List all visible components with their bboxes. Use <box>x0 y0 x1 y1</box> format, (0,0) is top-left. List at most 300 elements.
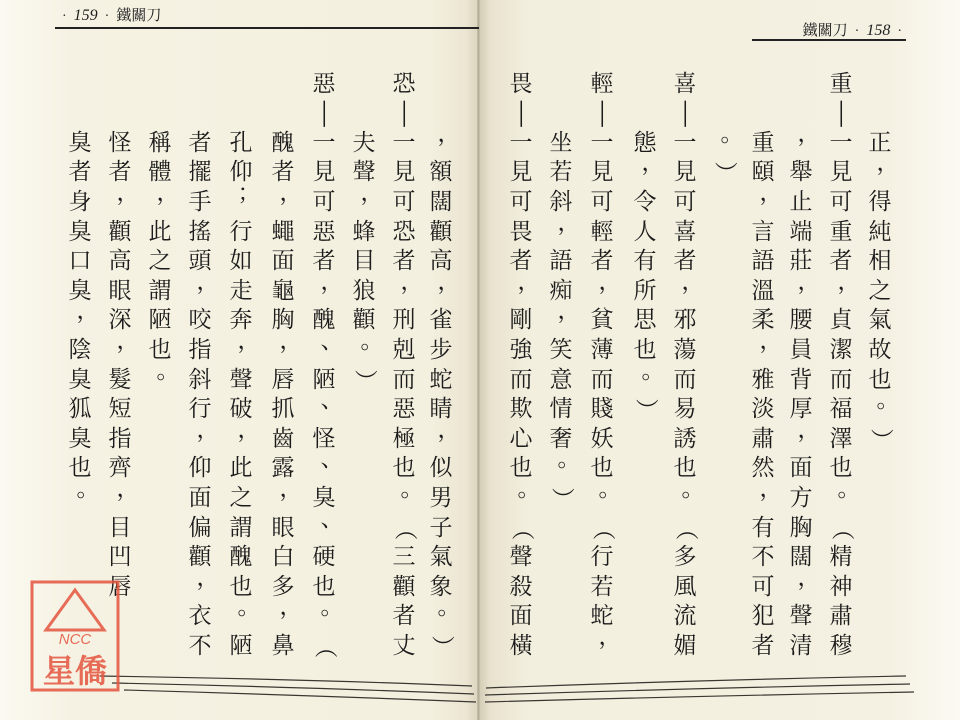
glyph: 仰 <box>229 159 253 186</box>
glyph: 。 <box>360 327 384 354</box>
glyph: 臭 <box>68 129 92 156</box>
glyph: ， <box>116 179 140 206</box>
glyph: 陋 <box>148 307 172 334</box>
glyph: ， <box>641 150 665 177</box>
text-column <box>632 129 665 425</box>
glyph: 斜 <box>549 188 573 215</box>
glyph: 唇 <box>108 573 132 600</box>
glyph: 賤 <box>590 396 614 423</box>
glyph: 欺 <box>509 396 533 423</box>
glyph: 夫 <box>352 129 376 156</box>
glyph: 貞 <box>829 307 853 334</box>
glyph: 有 <box>633 248 657 275</box>
glyph: ） <box>428 635 455 659</box>
text-column <box>428 120 461 662</box>
glyph: 丈 <box>392 632 416 659</box>
header-separator: · <box>104 9 110 24</box>
glyph: 之 <box>229 484 253 511</box>
glyph: 醜 <box>229 544 253 571</box>
glyph: 輕 <box>590 218 614 245</box>
right-page-header <box>803 19 902 40</box>
header-title: 鐵關刀 <box>802 21 848 39</box>
glyph: 白 <box>271 544 295 571</box>
glyph: ， <box>598 623 622 650</box>
glyph: 顴 <box>352 307 376 334</box>
glyph: 所 <box>633 277 657 304</box>
glyph: 肅 <box>829 603 853 630</box>
glyph: 聲 <box>509 544 533 571</box>
glyph: 重 <box>829 70 853 97</box>
glyph: 正 <box>868 129 892 156</box>
glyph: ， <box>279 179 303 206</box>
glyph: 腰 <box>789 307 813 334</box>
glyph: 也 <box>312 573 336 600</box>
glyph: 可 <box>751 573 775 600</box>
glyph: 見 <box>509 159 533 186</box>
glyph: 行 <box>229 218 253 245</box>
glyph: 。 <box>598 475 622 502</box>
glyph: 殺 <box>509 573 533 600</box>
watermark-han: 星僑 <box>42 652 108 690</box>
glyph: 搖 <box>188 218 212 245</box>
glyph: 可 <box>590 188 614 215</box>
glyph: 然 <box>751 455 775 482</box>
glyph: 身 <box>68 188 92 215</box>
glyph: 若 <box>590 573 614 600</box>
glyph: 誘 <box>673 425 697 452</box>
glyph: 見 <box>673 159 697 186</box>
glyph: 胸 <box>271 307 295 334</box>
glyph: 刑 <box>392 307 416 334</box>
glyph: 似 <box>429 455 453 482</box>
glyph: ， <box>557 209 581 236</box>
glyph: 、 <box>320 505 344 532</box>
glyph: 。 <box>400 475 424 502</box>
glyph: 流 <box>673 603 697 630</box>
text-column <box>589 70 622 662</box>
glyph: 雅 <box>751 366 775 393</box>
glyph: 顴 <box>108 218 132 245</box>
glyph: 畏 <box>509 218 533 245</box>
glyph: ） <box>867 428 894 452</box>
glyph: 。 <box>437 594 461 621</box>
glyph: 不 <box>751 544 775 571</box>
glyph: ； <box>237 179 261 206</box>
glyph: （ <box>589 516 616 540</box>
glyph: 闊 <box>789 544 813 571</box>
glyph: （ <box>508 516 535 540</box>
glyph: 如 <box>229 248 253 275</box>
glyph: 謂 <box>229 514 253 541</box>
glyph: 頤 <box>751 159 775 186</box>
glyph: ） <box>351 368 378 392</box>
glyph: 。 <box>837 475 861 502</box>
glyph: 咬 <box>188 307 212 334</box>
glyph: 鼻 <box>271 632 295 659</box>
glyph: ） <box>548 487 575 511</box>
glyph: 怪 <box>108 129 132 156</box>
glyph: ， <box>320 268 344 295</box>
glyph: 惡 <box>392 396 416 423</box>
glyph: 一 <box>590 129 614 156</box>
glyph: ， <box>437 120 461 147</box>
glyph: 高 <box>429 248 453 275</box>
glyph: 多 <box>271 573 295 600</box>
glyph: （ <box>828 516 855 540</box>
glyph: 手 <box>188 188 212 215</box>
glyph: 目 <box>352 248 376 275</box>
glyph: 者 <box>108 159 132 186</box>
glyph: 方 <box>789 484 813 511</box>
text-column <box>228 129 261 662</box>
text-column <box>351 129 384 395</box>
glyph: ， <box>759 475 783 502</box>
glyph: ， <box>759 179 783 206</box>
glyph: ， <box>279 475 303 502</box>
glyph: 舉 <box>789 159 813 186</box>
glyph: 純 <box>868 218 892 245</box>
glyph: 意 <box>549 366 573 393</box>
glyph: 喜 <box>673 70 697 97</box>
glyph: — <box>589 99 616 129</box>
glyph: ， <box>237 416 261 443</box>
glyph: 步 <box>429 336 453 363</box>
glyph: 面 <box>271 248 295 275</box>
glyph: 妖 <box>590 425 614 452</box>
glyph: 臭 <box>68 366 92 393</box>
glyph: 醜 <box>271 129 295 156</box>
glyph: 。 <box>641 357 665 384</box>
glyph: 也 <box>590 455 614 482</box>
left-page-header <box>62 4 161 25</box>
glyph: 思 <box>633 307 657 334</box>
glyph: 也 <box>673 455 697 482</box>
glyph: 、 <box>320 327 344 354</box>
glyph: 指 <box>188 336 212 363</box>
glyph: 奢 <box>549 425 573 452</box>
glyph: — <box>508 99 535 129</box>
glyph: ， <box>279 327 303 354</box>
glyph: 抓 <box>271 396 295 423</box>
glyph: 見 <box>590 159 614 186</box>
glyph: — <box>672 99 699 129</box>
text-column <box>867 129 900 455</box>
text-column <box>548 129 581 514</box>
glyph: 貧 <box>590 307 614 334</box>
glyph: 邪 <box>673 307 697 334</box>
glyph: 此 <box>229 455 253 482</box>
glyph: 謂 <box>148 277 172 304</box>
glyph: 之 <box>868 277 892 304</box>
glyph: 。 <box>557 446 581 473</box>
glyph: ， <box>681 268 705 295</box>
glyph: ， <box>797 268 821 295</box>
glyph: 言 <box>751 218 775 245</box>
header-rule <box>55 27 479 29</box>
glyph: 眼 <box>271 514 295 541</box>
glyph: 。 <box>320 594 344 621</box>
glyph: 聲 <box>229 366 253 393</box>
glyph: 陰 <box>68 336 92 363</box>
glyph: 可 <box>392 188 416 215</box>
glyph: 也 <box>868 366 892 393</box>
glyph: 一 <box>673 129 697 156</box>
glyph: 福 <box>829 396 853 423</box>
text-column <box>750 129 783 662</box>
glyph: 剛 <box>509 307 533 334</box>
glyph: 。 <box>720 120 744 147</box>
glyph: 人 <box>633 218 657 245</box>
glyph: 偏 <box>188 514 212 541</box>
glyph: 顴 <box>429 218 453 245</box>
page-number: 159 <box>73 7 98 24</box>
glyph: ， <box>279 594 303 621</box>
text-column <box>187 129 220 662</box>
text-column <box>828 70 861 662</box>
glyph: ， <box>76 298 100 325</box>
glyph: 雀 <box>429 307 453 334</box>
glyph: （ <box>391 516 418 540</box>
glyph: 陋 <box>312 366 336 393</box>
glyph: 者 <box>312 248 336 275</box>
glyph: 臭 <box>68 425 92 452</box>
glyph: （ <box>311 635 338 659</box>
glyph: 惡 <box>312 70 336 97</box>
glyph: （ <box>672 516 699 540</box>
glyph: 背 <box>789 366 813 393</box>
glyph: 子 <box>429 514 453 541</box>
glyph: 惡 <box>312 218 336 245</box>
text-column <box>67 129 100 514</box>
glyph: 額 <box>429 159 453 186</box>
glyph: 。 <box>876 387 900 414</box>
glyph: 目 <box>108 514 132 541</box>
text-column <box>147 129 180 395</box>
text-column <box>788 120 821 662</box>
glyph: ， <box>517 268 541 295</box>
glyph: ， <box>156 179 180 206</box>
glyph: 端 <box>789 218 813 245</box>
glyph: 蛇 <box>590 603 614 630</box>
glyph: 之 <box>148 248 172 275</box>
glyph: 一 <box>392 129 416 156</box>
header-separator: · <box>62 9 67 24</box>
glyph: 橫 <box>509 632 533 659</box>
glyph: 而 <box>392 366 416 393</box>
glyph: 也 <box>229 573 253 600</box>
glyph: 精 <box>829 544 853 571</box>
watermark-latin: NCC <box>58 631 92 648</box>
glyph: 而 <box>509 366 533 393</box>
glyph: ） <box>711 161 738 185</box>
glyph: 者 <box>829 248 853 275</box>
glyph: ， <box>598 268 622 295</box>
glyph: 體 <box>148 159 172 186</box>
glyph: 斜 <box>188 366 212 393</box>
glyph: 者 <box>271 159 295 186</box>
ncc-watermark-stamp <box>30 580 120 692</box>
glyph: 者 <box>392 603 416 630</box>
glyph: 短 <box>108 396 132 423</box>
glyph: 也 <box>148 336 172 363</box>
glyph: 面 <box>509 603 533 630</box>
glyph: 者 <box>188 129 212 156</box>
glyph: 淡 <box>751 396 775 423</box>
page-number: 158 <box>866 22 891 39</box>
glyph: 者 <box>751 632 775 659</box>
glyph: 潔 <box>829 336 853 363</box>
glyph: 語 <box>751 248 775 275</box>
glyph: 相 <box>868 248 892 275</box>
glyph: 眼 <box>108 277 132 304</box>
glyph: 口 <box>68 248 92 275</box>
glyph: 者 <box>392 248 416 275</box>
text-column <box>391 70 424 662</box>
glyph: 莊 <box>789 248 813 275</box>
glyph: ， <box>797 564 821 591</box>
glyph: 笑 <box>549 336 573 363</box>
glyph: 醜 <box>312 307 336 334</box>
glyph: ， <box>400 268 424 295</box>
glyph: 穆 <box>829 632 853 659</box>
glyph: 臭 <box>312 484 336 511</box>
glyph: 強 <box>509 336 533 363</box>
glyph: 者 <box>509 248 533 275</box>
glyph: 風 <box>673 573 697 600</box>
glyph: 蠅 <box>271 218 295 245</box>
glyph: 。 <box>156 357 180 384</box>
glyph: 見 <box>392 159 416 186</box>
header-separator: · <box>897 24 902 39</box>
text-column <box>270 129 303 662</box>
glyph: 者 <box>673 248 697 275</box>
glyph: 凹 <box>108 544 132 571</box>
glyph: — <box>311 99 338 129</box>
glyph: 畏 <box>509 70 533 97</box>
glyph: 面 <box>789 455 813 482</box>
text-column <box>107 129 140 603</box>
glyph: 語 <box>549 248 573 275</box>
text-column <box>311 70 344 662</box>
glyph: 氣 <box>429 544 453 571</box>
glyph: 犯 <box>751 603 775 630</box>
glyph: ， <box>196 416 220 443</box>
glyph: 聲 <box>789 603 813 630</box>
glyph: 蕩 <box>673 336 697 363</box>
glyph: 顴 <box>392 573 416 600</box>
glyph: 也 <box>633 336 657 363</box>
glyph: 髮 <box>108 366 132 393</box>
glyph: 齊 <box>108 455 132 482</box>
glyph: 三 <box>392 544 416 571</box>
glyph: 若 <box>549 159 573 186</box>
glyph: 蜂 <box>352 218 376 245</box>
glyph: 恐 <box>392 70 416 97</box>
text-column <box>672 70 705 662</box>
glyph: ， <box>759 327 783 354</box>
glyph: 稱 <box>148 129 172 156</box>
glyph: 柔 <box>751 307 775 334</box>
glyph: 可 <box>509 188 533 215</box>
glyph: ， <box>196 564 220 591</box>
glyph: 剋 <box>392 336 416 363</box>
glyph: 不 <box>188 632 212 659</box>
glyph: 衣 <box>188 603 212 630</box>
glyph: 得 <box>868 188 892 215</box>
glyph: 而 <box>590 366 614 393</box>
glyph: ， <box>360 179 384 206</box>
glyph: 闊 <box>429 188 453 215</box>
glyph: ， <box>797 120 821 147</box>
glyph: 可 <box>673 188 697 215</box>
glyph: 止 <box>789 188 813 215</box>
glyph: ， <box>837 268 861 295</box>
glyph: 頭 <box>188 248 212 275</box>
glyph: ， <box>196 268 220 295</box>
glyph: 。 <box>681 475 705 502</box>
glyph: 一 <box>312 129 336 156</box>
glyph: 者 <box>68 159 92 186</box>
glyph: ， <box>557 298 581 325</box>
glyph: 喜 <box>673 218 697 245</box>
glyph: 氣 <box>868 307 892 334</box>
glyph: 聲 <box>352 159 376 186</box>
glyph: 者 <box>590 248 614 275</box>
glyph: ， <box>437 268 461 295</box>
glyph: 破 <box>229 396 253 423</box>
glyph: 一 <box>509 129 533 156</box>
glyph: 深 <box>108 307 132 334</box>
glyph: 齒 <box>271 425 295 452</box>
glyph: 走 <box>229 277 253 304</box>
glyph: 可 <box>829 188 853 215</box>
triangle-icon <box>46 590 104 630</box>
glyph: 、 <box>320 446 344 473</box>
glyph: 可 <box>312 188 336 215</box>
glyph: 多 <box>673 544 697 571</box>
glyph: 見 <box>312 159 336 186</box>
glyph: 清 <box>789 632 813 659</box>
glyph: 情 <box>549 396 573 423</box>
glyph: 令 <box>633 188 657 215</box>
glyph: 陋 <box>229 632 253 659</box>
glyph: 而 <box>829 366 853 393</box>
glyph: 痴 <box>549 277 573 304</box>
glyph: 行 <box>188 396 212 423</box>
glyph: 行 <box>590 544 614 571</box>
glyph: 、 <box>320 387 344 414</box>
glyph: 面 <box>188 484 212 511</box>
glyph: 肅 <box>751 425 775 452</box>
glyph: 也 <box>392 455 416 482</box>
glyph: ， <box>876 150 900 177</box>
glyph: 臭 <box>68 277 92 304</box>
glyph: 蛇 <box>429 366 453 393</box>
glyph: 恐 <box>392 218 416 245</box>
glyph: 輕 <box>590 70 614 97</box>
glyph: 極 <box>392 425 416 452</box>
book-gutter <box>477 0 480 720</box>
glyph: 孔 <box>229 129 253 156</box>
glyph: ， <box>797 416 821 443</box>
glyph: 易 <box>673 396 697 423</box>
glyph: ， <box>437 416 461 443</box>
glyph: — <box>828 99 855 129</box>
glyph: 澤 <box>829 425 853 452</box>
glyph: 此 <box>148 218 172 245</box>
glyph: 龜 <box>271 277 295 304</box>
glyph: 硬 <box>312 544 336 571</box>
